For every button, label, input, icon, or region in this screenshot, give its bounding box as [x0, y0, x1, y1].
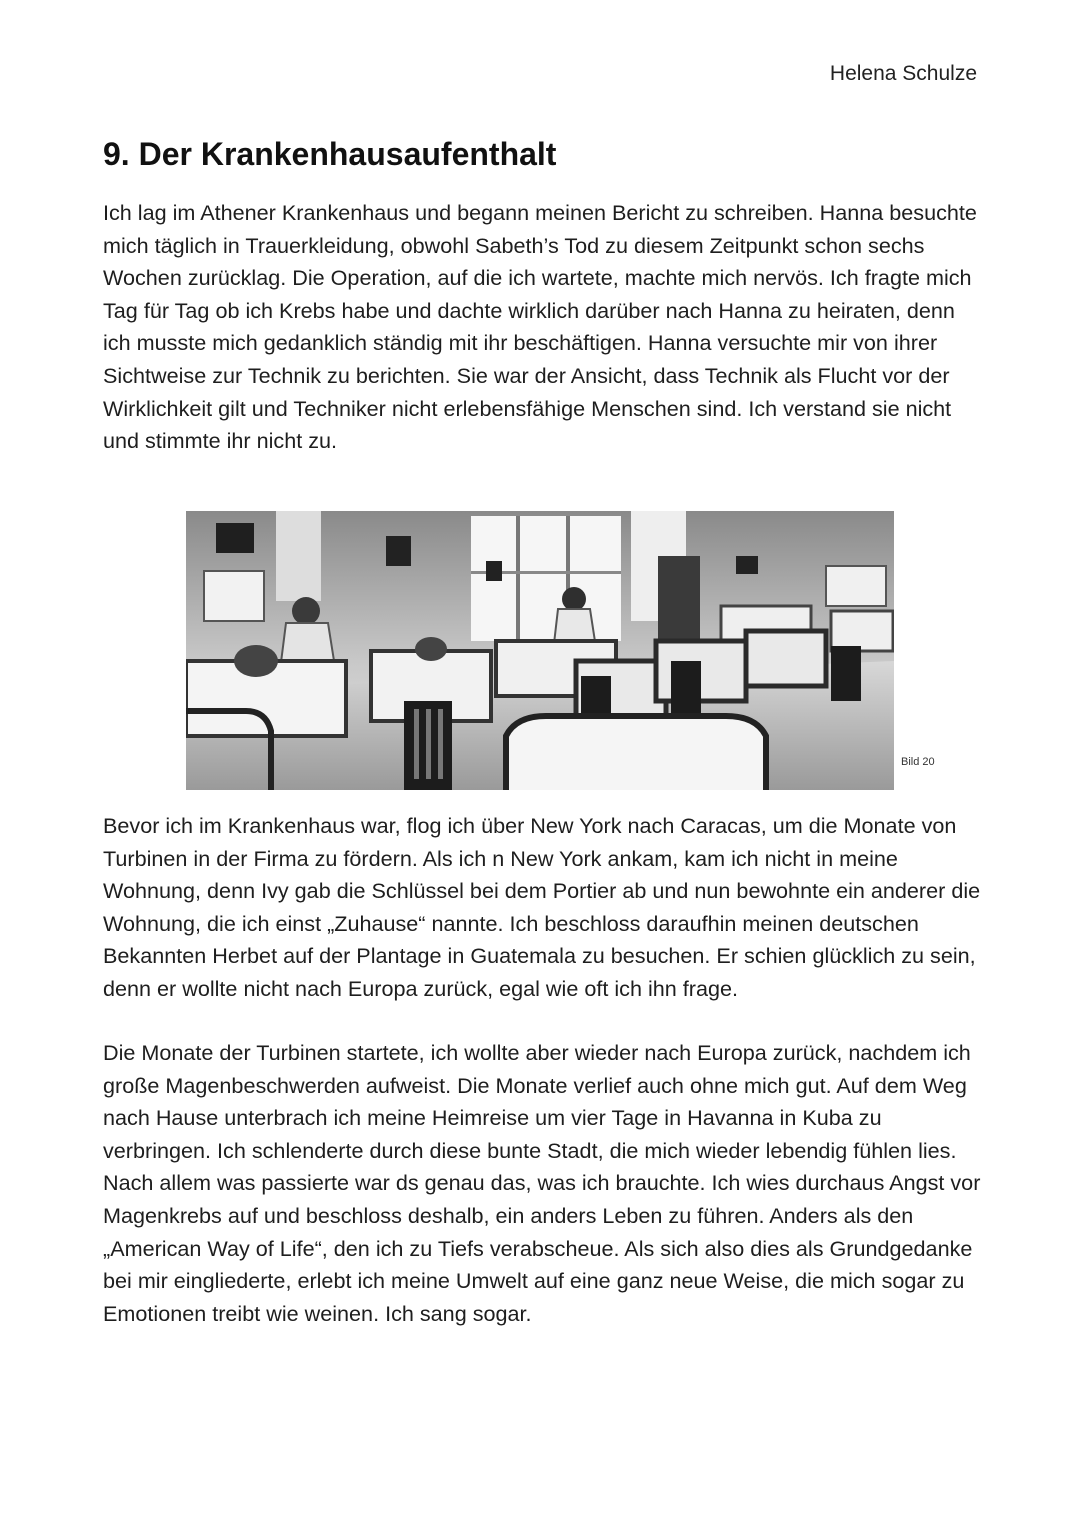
- paragraph-havanna: Die Monate der Turbinen startete, ich wollte aber wieder nach Europa zurück, nachdem ich große Magenbeschwerden aufweist. Die Monate verlief auch ohne mich gut. Auf dem Weg nach Hause unterbrach ich meine Heimreise um vier Tage in Havanna in Kuba zu verbringen. Ich schlenderte durch diese bunte Stadt, die mich wieder lebendig fühlen lies. Nach allem was passierte war ds genau das, was ich brauchte. Ich wies durchaus Angst vor Magenkrebs auf und beschloss deshalb, ein anders Leben zu führen. Anders als den „American Way of Life“, den ich zu Tiefs verabscheue. Als sich also dies als Grundgedanke bei mir eingliederte, erlebt ich meine Umwelt auf eine ganz neue Weise, die mich sogar zu Emotionen treibt wie weinen. Ich sang sogar.: [103, 1040, 981, 1326]
- hospital-ward-photo: [186, 511, 894, 790]
- paragraph-intro: Ich lag im Athener Krankenhaus und begann meinen Bericht zu schreiben. Hanna besuchte mich täglich in Trauerkleidung, obwohl Sabeth’s Tod zu diesem Zeitpunkt schon sechs Wochen zurücklag. Die Operation, auf die ich wartete, machte mich nervös. Ich fragte mich Tag für Tag ob ich Krebs habe und dachte wirklich darüber nach Hanna zu heiraten, denn ich musste mich gedanklich ständig mit ihr beschäftigen. Hanna versuchte mir von ihrer Sichtweise zur Technik zu berichten. Sie war der Ansicht, dass Technik als Flucht vor der Wirklichkeit gilt und Techniker nicht erlebensfähige Menschen sind. Ich verstand sie nicht und stimmte ihr nicht zu.: [103, 200, 977, 454]
- section-title: 9. Der Krankenhausaufenthalt: [103, 136, 557, 172]
- paragraph-travel: Bevor ich im Krankenhaus war, flog ich über New York nach Caracas, um die Monate von Turbinen in der Firma zu fördern. Als ich n New York ankam, kam ich nicht in meine Wohnung, denn Ivy gab die Schlüssel bei dem Portier ab und nun bewohnte ein anderer die Wohnung, die ich einst „Zuhause“ nannte. Ich beschloss daraufhin meinen deutschen Bekannten Herbet auf der Plantage in Guatemala zu besuchen. Er schien glücklich zu sein, denn er wollte nicht nach Europa zurück, egal wie oft ich ihn frage.: [103, 813, 981, 1001]
- author-name: Helena Schulze: [829, 62, 977, 85]
- figure-caption: Bild 20: [901, 756, 935, 768]
